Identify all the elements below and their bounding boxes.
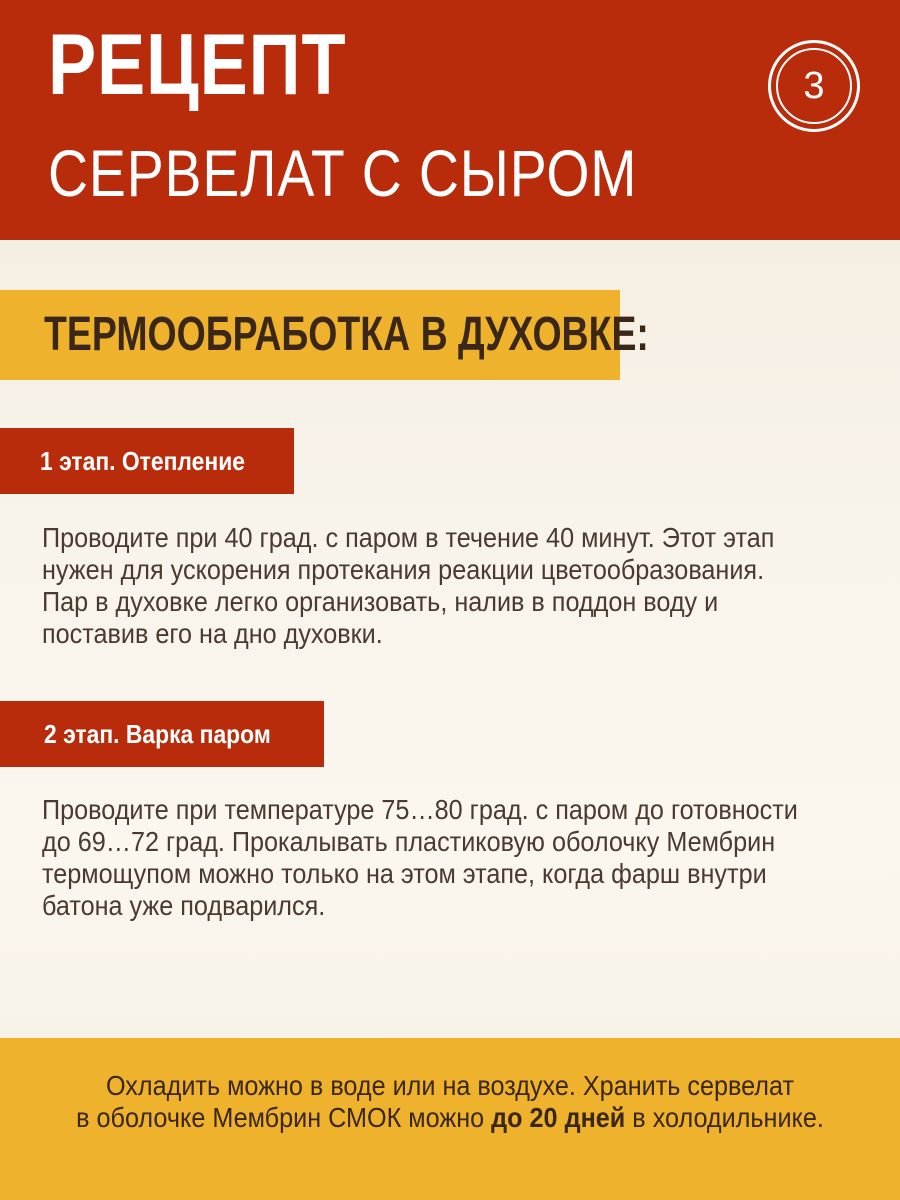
footer-line-1: Охладить можно в воде или на воздухе. Хранить сервелат bbox=[105, 1070, 794, 1101]
page-title: РЕЦЕПТ bbox=[48, 17, 347, 113]
footer-line-2 bbox=[45, 1102, 855, 1134]
footer-highlight: до 20 дней bbox=[491, 1102, 626, 1133]
stage-1-line: Проводите при 40 град. с паром в течение 40 минут. Этот этап bbox=[42, 522, 775, 553]
page-subtitle: СЕРВЕЛАТ С СЫРОМ bbox=[48, 136, 638, 210]
stage-1-line: нужен для ускорения протекания реакции цветообразования. bbox=[42, 554, 765, 585]
stage-1-description bbox=[42, 522, 834, 650]
page-number: 3 bbox=[776, 48, 852, 124]
stage-2-line: Проводите при температуре 75…80 град. с паром до готовности bbox=[42, 794, 798, 825]
stage-2-line: до 69…72 град. Прокалывать пластиковую оболочку Мембрин bbox=[42, 826, 776, 857]
stage-1-line: Пар в духовке легко организовать, налив в поддон воду и bbox=[42, 586, 719, 617]
stage-1-label-text: 1 этап. Отепление bbox=[40, 445, 245, 476]
stage-1-line: поставив его на дно духовки. bbox=[42, 618, 383, 649]
footer-text-before: в оболочке Мембрин СМОК можно bbox=[76, 1102, 492, 1133]
stage-2-label bbox=[0, 701, 324, 767]
footer-text-after: в холодильнике. bbox=[625, 1102, 824, 1133]
section-title: ТЕРМООБРАБОТКА В ДУХОВКЕ: bbox=[44, 308, 649, 361]
stage-2-line: батона уже подварился. bbox=[42, 890, 326, 921]
footer-note bbox=[0, 1070, 900, 1134]
stage-2-line: термощупом можно только на этом этапе, когда фарш внутри bbox=[42, 858, 767, 889]
page-number-badge bbox=[768, 40, 860, 132]
stage-2-description bbox=[42, 794, 834, 922]
stage-1-label bbox=[0, 428, 294, 494]
stage-2-label-text: 2 этап. Варка паром bbox=[44, 718, 271, 749]
